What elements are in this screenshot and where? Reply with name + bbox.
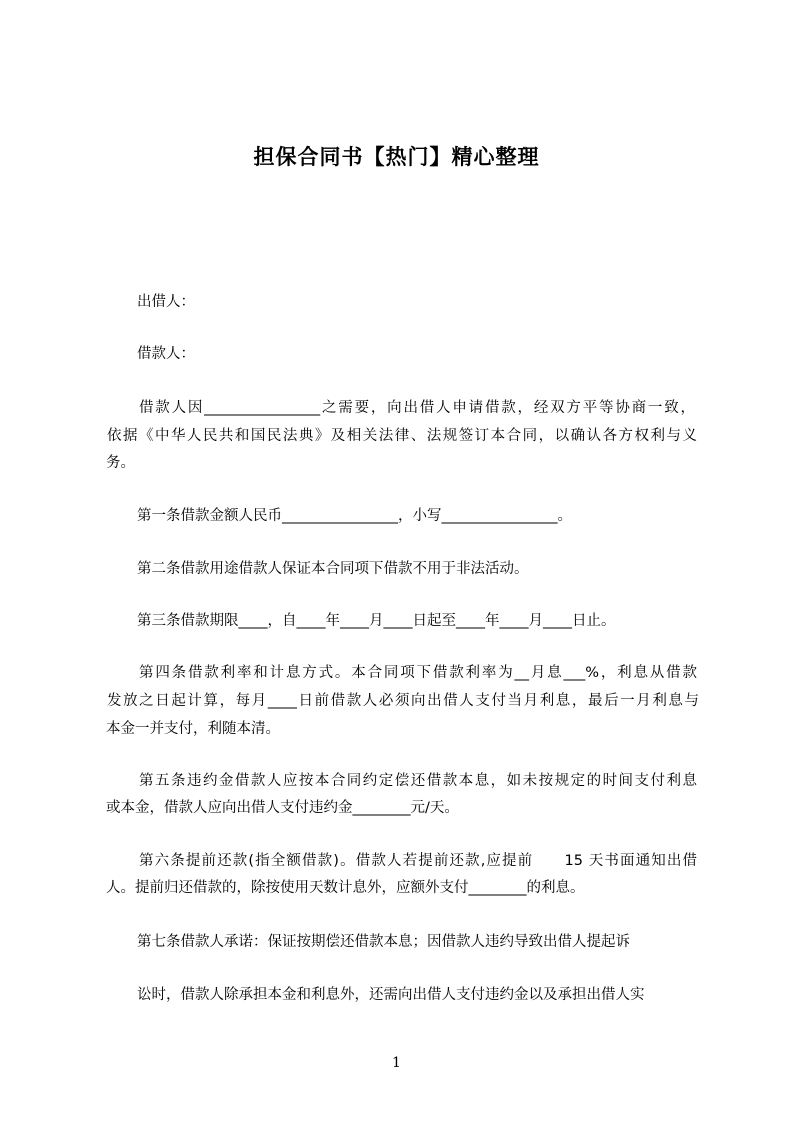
preamble-line-1: 借款人因________________之需要，向出借人申请借款，经双方平等协商一致，: [139, 400, 695, 416]
page-number: 1: [392, 1055, 401, 1071]
borrower-label: 借款人：: [137, 346, 195, 362]
preamble-line-3: 务。: [106, 455, 135, 471]
article-4-line-1: 第四条借款利率和计息方式。本合同项下借款利率为__月息___%，利息从借款: [139, 665, 697, 681]
article-6-line-2: 人。提前归还借款的，除按使用天数计息外，应额外支付________的利息。: [106, 880, 585, 896]
article-2: 第二条借款用途借款人保证本合同项下借款不用于非法活动。: [137, 561, 529, 577]
article-1: 第一条借款金额人民币________________，小写________________。: [137, 508, 572, 524]
article-5-line-2: 或本金，借款人应向出借人支付违约金________元/天。: [106, 800, 459, 816]
article-4-line-2: 发放之日起计算，每月____日前借款人必须向出借人支付当月利息，最后一月利息与: [107, 693, 699, 709]
article-5-line-1: 第五条违约金借款人应按本合同约定偿还借款本息，如未按规定的时间支付利息: [139, 773, 697, 789]
article-7-line-2: 讼时，借款人除承担本金和利息外，还需向出借人支付违约金以及承担出借人实: [137, 987, 645, 1003]
article-6-line-1: 第六条提前还款(指全额借款)。借款人若提前还款,应提前 15 天书面通知出借: [139, 853, 697, 869]
article-3: 第三条借款期限____，自____年____月____日起至____年____月____日止。: [137, 613, 616, 629]
article-7-line-1: 第七条借款人承诺：保证按期偿还借款本息；因借款人违约导致出借人提起诉: [137, 934, 630, 950]
article-4-line-3: 本金一并支付，利随本清。: [106, 721, 280, 737]
lender-label: 出借人：: [137, 294, 195, 310]
document-title: 担保合同书【热门】精心整理: [253, 145, 540, 169]
preamble-line-2: 依据《中华人民共和国民法典》及相关法律、法规签订本合同，以确认各方权利与义: [107, 428, 697, 444]
